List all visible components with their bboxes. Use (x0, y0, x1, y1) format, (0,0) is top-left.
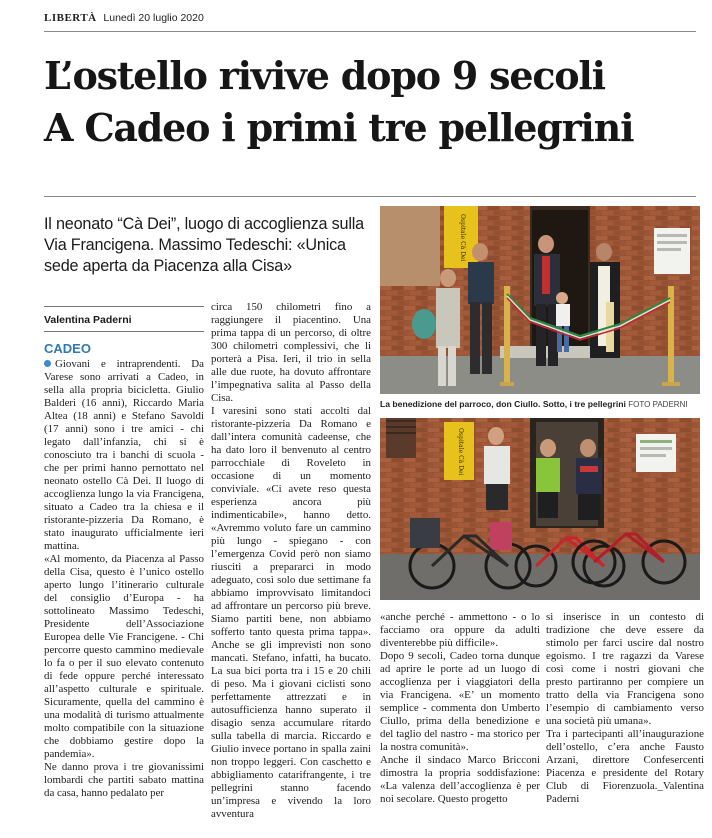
photo-sign-text: Ospitale Cà Dei (457, 428, 464, 476)
photo-caption (380, 399, 700, 409)
newspaper-name: LIBERTÀ (44, 12, 97, 24)
article-column-1 (44, 358, 204, 828)
issue-date: Lunedì 20 luglio 2020 (103, 12, 204, 24)
photo-sign-text: Ospitale Cà Dei (459, 214, 466, 262)
paragraph: Tra i partecipanti all’inaugurazione dell’ostello, c’era anche Fausto Arzani, direttore Confesercenti Piacenza e presidente del Rotary Club di Fiorenzuola._Valentina Paderni (546, 728, 704, 805)
article-subtitle: Il neonato “Cà Dei”, luogo di accoglienza sulla Via Francigena. Massimo Tedeschi: «Unica sede aperta da Piacenza alla Cisa» (44, 215, 364, 275)
article-column-3 (380, 611, 540, 825)
headline-line-1: L’ostello rivive dopo 9 secoli (44, 53, 605, 98)
headline-rule (44, 196, 696, 197)
photo-three-pilgrims (380, 418, 700, 600)
photo-blessing-illustration (380, 206, 700, 394)
bullet-icon (44, 360, 51, 367)
paragraph: «anche perché - ammettono - o lo facciamo ora oppure da adulti diventerebbe più difficile». (380, 611, 540, 649)
paragraph: Giovani e intraprendenti. Da Varese sono arrivati a Cadeo, in sella alla propria bicicletta. Giulio Balderi (16 anni), Riccardo Maria Altea (18 anni) e Stefano Savoldi (17 anni) sono i tre amici - chi legato dall’infanzia, chi si è conosciuto tra i banchi di scuola - che per primi hanno pernottato nel neonato ostello Cà Dei. Il luogo di accoglienza lungo la via Francigena, situato a Cadeo tra la chiesa e il ristorante-pizzeria Da Romano, è stato inaugurato ufficialmente ieri mattina. (44, 358, 204, 552)
byline-rule-top (44, 306, 204, 307)
masthead (44, 12, 696, 30)
paragraph: Ne danno prova i tre giovanissimi lombardi che partiti sabato mattina da casa, hanno pedalato per (44, 761, 204, 799)
dateline-location: CADEO (44, 341, 91, 356)
headline-line-2: A Cadeo i primi tre pellegrini (44, 105, 634, 150)
paragraph: I varesini sono stati accolti dal ristorante-pizzeria Da Romano e dall’intera comunità cadeense, che ha dato loro il benvenuto al centro parrocchiale di Roveleto in occasione di un momento conviviale. «Ci avete reso questa esperienza ancora più indimenticabile», hanno detto. «Avremmo voluto fare un cammino più lungo - spiegano - con l’emergenza Covid però non siamo riusciti a prepararci in modo adeguato, così solo due settimane fa abbiamo improvvisato limitandoci ad affrontare un percorso più breve. Siamo partiti bene, non abbiamo sofferto tanto questa prima tappa». Anche se gli imprevisti non sono mancati. Stefano, infatti, ha bucato. La sua bici porta tra i 15 e 20 chili di peso. Ma i giovani ciclisti sono perfettamente attrezzati e in autosufficienza hanno superato il disagio senza accumulare ritardo sulla tabella di marcia. Riccardo e Giulio invece portano in spalla zaini non troppo leggeri. Con caschetto e abbigliamento catarifrangente, i tre pellegrini stanno facendo un’impresa e vivendo la loro avventura (211, 405, 371, 820)
paragraph: «Al momento, da Piacenza al Passo della Cisa, questo è l’unico ostello aperto lungo l’itinerario culturale del consiglio d’Europa - ha sottolineato Massimo Tedeschi, Presidente dell’Associazione Europea delle Vie Francigene. - Chi percorre questo cammino medievale lo fa o per il suo elevato contenuto di fede oppure perché interessato all’aspetto culturale e spirituale. Sicuramente, quella del cammino è una modalità di turismo attualmente molto compatibile con la situazione che dobbiamo gestire dopo la pandemia». (44, 553, 204, 760)
photo-blessing-ceremony (380, 206, 700, 394)
article-column-4 (546, 611, 704, 825)
byline-rule-bottom (44, 331, 204, 332)
byline: Valentina Paderni (44, 314, 132, 326)
paragraph: Anche il sindaco Marco Bricconi dimostra la propria soddisfazione: «La valenza dell’accoglienza è per noi secolare. Questo progetto (380, 754, 540, 805)
masthead-rule (44, 31, 696, 32)
photo-pilgrims-illustration (380, 418, 700, 600)
paragraph: circa 150 chilometri fino a raggiungere il piacentino. Una prima tappa di un percorso, di oltre 300 chilometri complessivi, che li porterà a Pisa. Ieri, il trio in sella alle due ruote, ha dovuto affrontare l’impegnativa salita al Passo della Cisa. (211, 301, 371, 404)
caption-text: La benedizione del parroco, don Ciullo. Sotto, i tre pellegrini (380, 399, 626, 409)
paragraph: Dopo 9 secoli, Cadeo torna dunque ad aprire le porte ad un luogo di accoglienza per i viaggiatori della via Francigena. «E’ un momento semplice - commenta don Umberto Ciullo, prima della benedizione e del taglio del nastro - ma storico per la nostra comunità». (380, 650, 540, 753)
article-column-2 (211, 301, 371, 821)
photo-credit: FOTO PADERNI (628, 400, 688, 409)
paragraph: si inserisce in un contesto di tradizione che deve essere da stimolo per farci uscire dal nostro egoismo. I tre ragazzi da Varese così come i nostri giovani che presto partiranno per compiere un tratto della via Francigena sono l’esempio di cambiamento verso una società più umana». (546, 611, 704, 727)
